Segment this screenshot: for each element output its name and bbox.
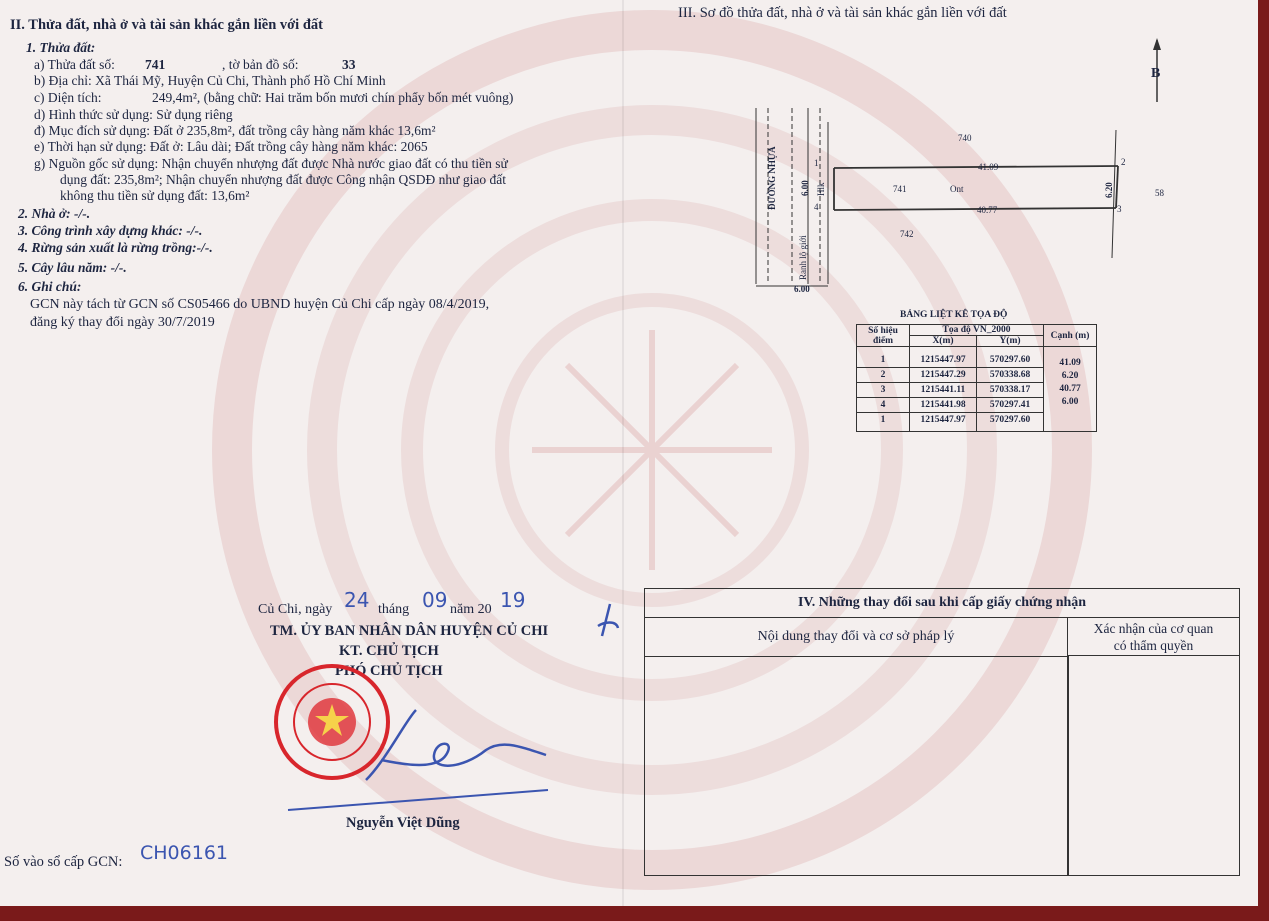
changes-table [644,588,1240,876]
parcel-number: 741 [145,57,166,72]
th-point: Số hiệu điểm [857,325,910,347]
map-sheet-number: 33 [342,57,356,72]
forest-line: 4. Rừng sản xuất là rừng trồng:-/-. [18,240,213,255]
usage-purpose-line: đ) Mục đích sử dụng: Đất ở 235,8m², đất trồng cây hàng năm khác 13,6m² [34,123,436,138]
registration-label: Số vào sổ cấp GCN: [4,854,123,870]
th-y: Y(m) [977,336,1044,347]
coordinate-table [856,324,1097,432]
edge-2: 6.20 [1061,371,1079,381]
registration-number: CH06161 [140,842,228,864]
edge-3: 40.77 [1059,384,1081,394]
origin-line-1: g) Nguồn gốc sử dụng: Nhận chuyển nhượng đất được Nhà nước giao đất có thu tiền sử [34,156,508,171]
house-line: 2. Nhà ở: -/-. [18,206,91,221]
usage-form-line: d) Hình thức sử dụng: Sử dụng riêng [34,107,233,122]
origin-line-3: không thu tiền sử dụng đất: 13,6m² [60,188,250,203]
parcel-741-label: 741 [893,184,907,194]
road-label: ĐƯỜNG NHỰA [767,146,777,210]
area-value: 249,4m², (bằng chữ: Hai trăm bốn mươi chín phẩy bốn mét vuông) [152,90,514,105]
road-width-1: 6.00 [800,180,810,196]
notes-heading: 6. Ghi chú: [18,279,82,294]
date-month: 09 [422,588,448,612]
north-label: B [1151,66,1161,81]
initials-mark [592,602,622,642]
changes-col-confirm-line-2: có thẩm quyền [1113,638,1194,653]
parcel-742-label: 742 [900,229,914,239]
hlk-label: Hlk [816,182,826,196]
changes-col-confirm-line-1: Xác nhận của cơ quan [1093,621,1214,636]
changes-title: IV. Những thay đổi sau khi cấp giấy chứng nhận [645,589,1239,618]
table-row-4-point: 4 [857,398,910,413]
table-row-5-point: 1 [857,413,910,432]
section-ii-title: II. Thửa đất, nhà ở và tài sản khác gắn liền với đất [10,17,323,33]
table-row-3-y: 570338.17 [977,383,1044,398]
changes-col-content: Nội dung thay đổi và cơ sở pháp lý [645,618,1068,657]
address-line: b) Địa chỉ: Xã Thái Mỹ, Huyện Củ Chi, Thành phố Hồ Chí Minh [34,73,386,88]
handwritten-signature [286,700,556,820]
note-line-1: GCN này tách từ GCN số CS05466 do UBND huyện Củ Chi cấp ngày 08/4/2019, [30,297,490,312]
table-row-2-point: 2 [857,368,910,383]
edge-top-length: 41.09 [978,162,999,172]
table-row-4-y: 570297.41 [977,398,1044,413]
boundary-label: Ranh lộ giới [798,235,808,280]
th-edge: Cạnh (m) [1044,325,1097,347]
changes-col-confirm [1068,618,1239,656]
table-row-2-x: 1215447.29 [910,368,977,383]
note-line-2: đăng ký thay đổi ngày 30/7/2019 [30,315,215,330]
edge-bottom-length: 40.77 [977,205,998,215]
edge-right-length: 6.20 [1104,182,1114,198]
parcel-58-label: 58 [1155,188,1164,198]
edge-1: 41.09 [1059,358,1081,368]
table-row-1-point: 1 [857,347,910,368]
point-1-label: 1 [814,158,819,168]
origin-line-2: dụng đất: 235,8m²; Nhận chuyển nhượng đất được Công nhận QSDĐ như giao đất [60,172,506,187]
land-heading: 1. Thửa đất: [26,40,96,55]
perennial-line: 5. Cây lâu năm: -/-. [18,260,127,275]
date-year: 19 [500,588,526,612]
th-x: X(m) [910,336,977,347]
area-label: c) Diện tích: [34,90,102,105]
table-row-3-x: 1215441.11 [910,383,977,398]
coord-table-title: BẢNG LIỆT KÊ TỌA ĐỘ [900,310,1008,320]
road-width-2: 6.00 [794,284,810,294]
parcel-740-label: 740 [958,133,972,143]
point-4-label: 4 [814,202,819,212]
table-edges [1044,347,1097,432]
org-line-1: TM. ỦY BAN NHÂN DÂN HUYỆN CỦ CHI [270,623,549,639]
table-row-5-x: 1215447.97 [910,413,977,432]
org-line-3: PHÓ CHỦ TỊCH [335,663,443,679]
point-3-label: 3 [1117,204,1122,214]
table-row-5-y: 570297.60 [977,413,1044,432]
section-iii-title: III. Sơ đồ thửa đất, nhà ở và tài sản khác gắn liền với đất [678,5,1007,21]
table-row-4-x: 1215441.98 [910,398,977,413]
th-coord: Tọa độ VN_2000 [910,325,1044,336]
point-2-label: 2 [1121,157,1126,167]
date-prefix: Củ Chi, ngày [258,602,333,617]
edge-4: 6.00 [1061,397,1079,407]
usage-term-line: e) Thời hạn sử dụng: Đất ở: Lâu dài; Đất trồng cây hàng năm khác: 2065 [34,139,428,154]
map-sheet-label: , tờ bản đồ số: [222,57,299,72]
parcel-label: a) Thửa đất số: [34,57,115,72]
land-code: Ont [950,184,964,194]
changes-divider [1067,656,1069,875]
org-line-2: KT. CHỦ TỊCH [339,643,439,659]
date-year-label: năm 20 [450,602,492,617]
table-row-1-y: 570297.60 [977,347,1044,368]
date-month-label: tháng [378,602,410,617]
date-day: 24 [344,588,370,612]
table-row-2-y: 570338.68 [977,368,1044,383]
table-row-1-x: 1215447.97 [910,347,977,368]
signer-name: Nguyễn Việt Dũng [346,815,460,831]
table-row-3-point: 3 [857,383,910,398]
construction-line: 3. Công trình xây dựng khác: -/-. [18,223,203,238]
